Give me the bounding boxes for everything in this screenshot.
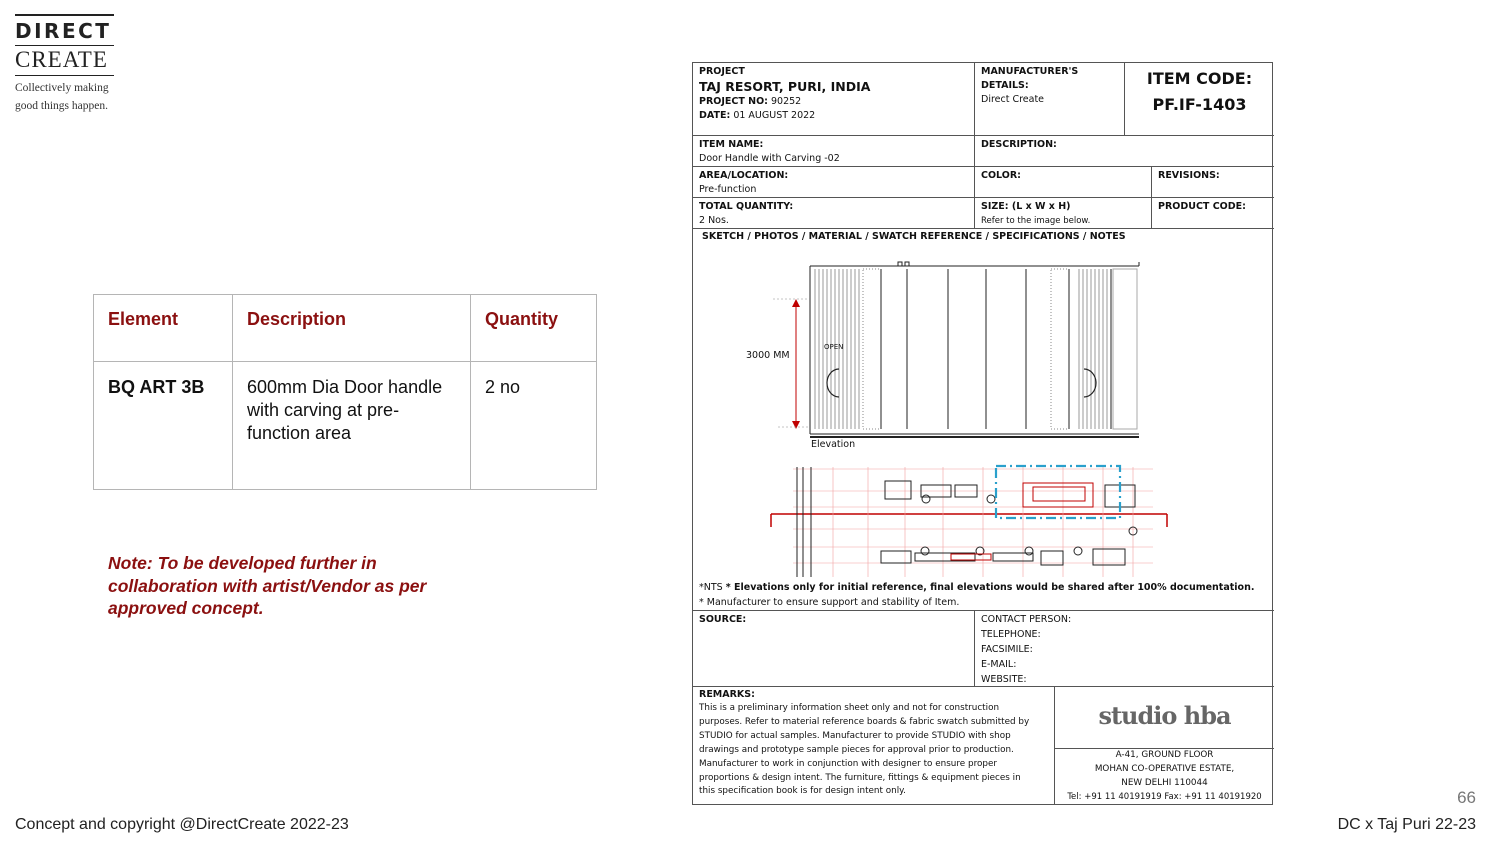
area-value: Pre-function	[699, 184, 757, 195]
header-quantity: Quantity	[471, 295, 597, 362]
color-label: COLOR:	[981, 170, 1021, 181]
logo-top-rule	[15, 14, 114, 16]
remarks-line: Manufacturer to work in conjunction with designer to ensure proper	[699, 758, 998, 769]
revisions-cell	[1152, 167, 1274, 198]
page-number: 66	[1457, 788, 1476, 807]
total-quantity-cell	[693, 198, 975, 229]
elevation-drawing	[693, 229, 1274, 611]
logo-tagline-1: Collectively making	[15, 82, 109, 94]
project-cell	[693, 63, 975, 136]
nts-note	[699, 580, 1254, 595]
header-description: Description	[233, 295, 471, 362]
remarks-line: This is a preliminary information sheet only and not for construction	[699, 703, 1000, 713]
footer-copyright: Concept and copyright @DirectCreate 2022-23	[15, 816, 349, 833]
nts-line-2: * Manufacturer to ensure support and stability of Item.	[699, 597, 960, 608]
size-value: Refer to the image below.	[981, 216, 1091, 226]
description-label: DESCRIPTION:	[981, 139, 1057, 150]
cell-description: 600mm Dia Door handle with carving at pre-function area	[233, 362, 471, 490]
address-line: Tel: +91 11 40191919 Fax: +91 11 40191920	[1067, 791, 1262, 802]
color-cell	[975, 167, 1152, 198]
remarks-cell	[693, 687, 1055, 805]
date-label: DATE:	[699, 110, 731, 121]
contact-cell	[975, 611, 1274, 687]
product-code-cell	[1152, 198, 1274, 229]
open-label: OPEN	[824, 343, 844, 351]
description-cell	[975, 136, 1274, 167]
source-cell	[693, 611, 975, 687]
elevation-frame	[810, 262, 1139, 437]
logo-mid-rule	[15, 45, 114, 46]
remarks-line: this specification book is for design intent only.	[699, 786, 906, 797]
sketch-label: SKETCH / PHOTOS / MATERIAL / SWATCH REFERENCE / SPECIFICATIONS / NOTES	[702, 231, 1126, 242]
manufacturer-label: MANUFACTURER'S DETAILS:	[981, 66, 1079, 91]
logo-bottom-rule	[15, 75, 114, 76]
total-quantity: 2 Nos.	[699, 215, 729, 226]
dimension-label: 3000 MM	[746, 350, 790, 361]
logo-line-1: DIRECT	[15, 19, 112, 43]
item-code: PF.IF-1403	[1152, 95, 1247, 114]
logo-line-2: CREATE	[15, 47, 108, 72]
project-label: PROJECT	[699, 66, 745, 77]
size-label: SIZE: (L x W x H)	[981, 201, 1071, 212]
area-label: AREA/LOCATION:	[699, 170, 789, 181]
total-quantity-label: TOTAL QUANTITY:	[699, 201, 794, 212]
elevation-label: Elevation	[811, 439, 856, 450]
address-line: NEW DELHI 110044	[1121, 777, 1208, 788]
telephone-label: TELEPHONE:	[981, 629, 1041, 640]
studio-logo-cell	[1055, 687, 1274, 749]
header-element: Element	[94, 295, 233, 362]
sketch-cell	[693, 229, 1274, 611]
email-label: E-MAIL:	[981, 659, 1017, 670]
remarks-label: REMARKS:	[699, 689, 755, 700]
revisions-label: REVISIONS:	[1158, 170, 1220, 181]
item-name-label: ITEM NAME:	[699, 139, 764, 150]
contact-person-label: CONTACT PERSON:	[981, 614, 1072, 625]
project-name: TAJ RESORT, PURI, INDIA	[699, 79, 871, 94]
plan-drawing	[771, 466, 1167, 577]
address-line: MOHAN CO-OPERATIVE ESTATE,	[1094, 763, 1235, 774]
address-cell	[1055, 749, 1274, 805]
item-name-cell	[693, 136, 975, 167]
item-name: Door Handle with Carving -02	[699, 153, 840, 164]
size-cell	[975, 198, 1152, 229]
development-note: Note: To be developed further in collaboration with artist/Vendor as per approved concept.	[108, 553, 427, 618]
manufacturer-name: Direct Create	[981, 94, 1045, 105]
remarks-line: drawings and prototype sample pieces for approval prior to production.	[699, 744, 1014, 755]
direct-create-logo	[15, 14, 125, 112]
item-code-cell	[1125, 63, 1274, 136]
dimension-marker	[773, 299, 810, 429]
facsimile-label: FACSIMILE:	[981, 644, 1033, 655]
studio-hba-logo: studio hba	[1098, 701, 1231, 730]
project-date: 01 AUGUST 2022	[733, 110, 816, 121]
project-no: 90252	[771, 96, 802, 107]
remarks-line: purposes. Refer to material reference boards & fabric swatch submitted by	[699, 716, 1030, 727]
table-row	[94, 362, 597, 490]
cell-element: BQ ART 3B	[94, 362, 233, 490]
address-line: A-41, GROUND FLOOR	[1115, 750, 1214, 760]
element-table	[93, 294, 597, 490]
project-no-label: PROJECT NO:	[699, 96, 768, 107]
manufacturer-cell	[975, 63, 1125, 136]
source-label: SOURCE:	[699, 614, 747, 625]
remarks-line: STUDIO for actual samples. Manufacturer to provide STUDIO with shop	[699, 730, 1011, 741]
nts-prefix: *NTS	[699, 582, 723, 593]
area-cell	[693, 167, 975, 198]
footer-project: DC x Taj Puri 22-23	[1337, 816, 1476, 833]
website-label: WEBSITE:	[981, 674, 1027, 685]
item-code-label: ITEM CODE:	[1146, 69, 1253, 88]
table-header-row	[94, 295, 597, 362]
remarks-line: proportions & design intent. The furniture, fittings & equipment pieces in	[699, 772, 1021, 783]
logo-tagline-2: good things happen.	[15, 100, 108, 112]
product-code-label: PRODUCT CODE:	[1158, 201, 1246, 212]
cell-quantity: 2 no	[471, 362, 597, 490]
spec-sheet	[692, 62, 1273, 805]
nts-bold-text: * Elevations only for initial reference, final elevations would be shared after 100% documentation.	[725, 582, 1255, 593]
highlight-box	[996, 466, 1120, 518]
